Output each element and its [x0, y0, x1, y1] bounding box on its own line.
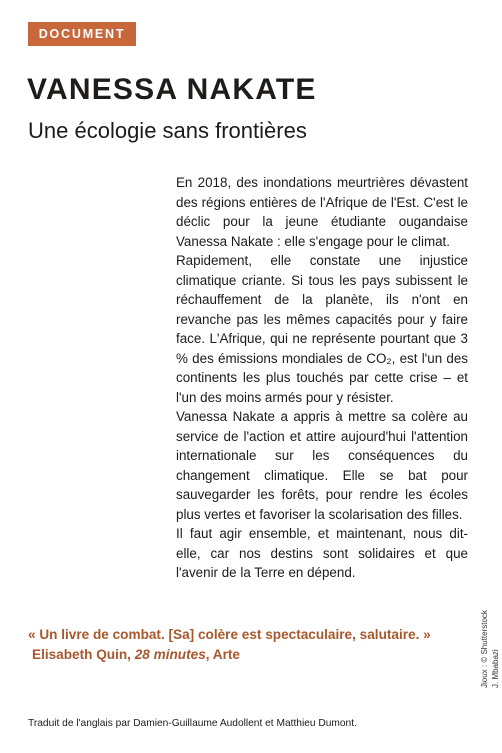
photo-credit-line: Jioux : © Shutterstock: [480, 610, 489, 688]
author-name: VANESSA NAKATE: [27, 73, 317, 106]
summary-paragraph: Il faut agir ensemble, et maintenant, nous dit-elle, car nos destins sont solidaires et que l'avenir de la Terre en dépend.: [176, 526, 468, 580]
quote-source-show: 28 minutes: [134, 647, 206, 662]
quote-text: « Un livre de combat. [Sa] colère est spectaculaire, salutaire. »: [28, 627, 431, 642]
book-title: Une écologie sans frontières: [28, 118, 307, 143]
quote-source-channel: , Arte: [205, 647, 240, 662]
press-quote: [28, 625, 458, 665]
quote-source-name: Elisabeth Quin,: [32, 647, 131, 662]
summary-text: [176, 173, 468, 583]
category-badge: DOCUMENT: [28, 22, 136, 46]
summary-paragraph: En 2018, des inondations meurtrières dévastent des régions entières de l'Afrique de l'Est. C'est le déclic pour la jeune étudiante ougandaise Vanessa Nakate : elle s'engage pour le climat.: [176, 175, 468, 249]
summary-paragraph: Rapidement, elle constate une injustice climatique criante. Si tous les pays subissent le réchauffement de la planète, ils n'ont en revanche pas les mêmes capacités pour y faire face. L'Afrique, qui ne représente pourtant que 3 % des émissions mondiales de CO₂, est l'un des continents les plus touchés par cette crise – et l'un des moins armés pour y résister.: [176, 253, 468, 405]
translator-credit: Traduit de l'anglais par Damien-Guillaume Audollent et Matthieu Dumont.: [28, 718, 357, 729]
photo-credit-line: J. Mbabazi: [491, 649, 500, 688]
summary-paragraph: Vanessa Nakate a appris à mettre sa colère au service de l'action et attire aujourd'hui l'attention internationale sur les conséquences du changement climatique. Elle se bat pour sauvegarder les forêts, pour rendre les écoles plus vertes et favoriser la scolarisation des filles.: [176, 409, 468, 522]
photo-credit: [479, 568, 501, 688]
